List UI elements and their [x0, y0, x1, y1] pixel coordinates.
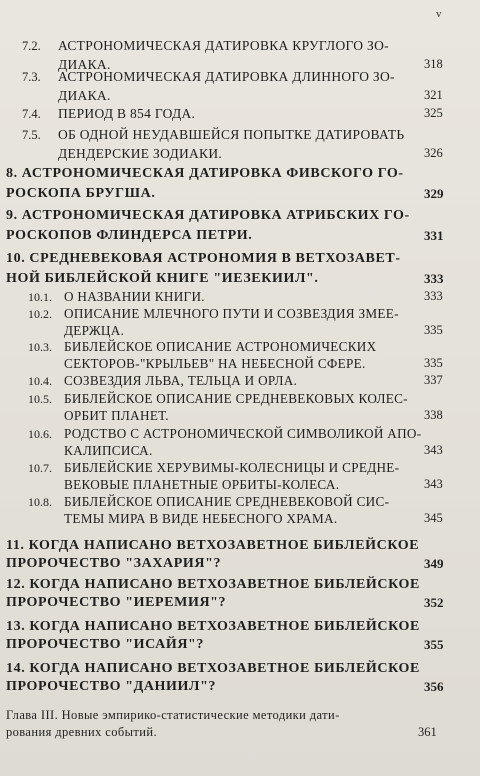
toc-chapter-title-line1: 14. КОГДА НАПИСАНО ВЕТХОЗАВЕТНОЕ БИБЛЕЙСКОЕ: [6, 661, 420, 676]
toc-entry-number: 10.6.: [28, 427, 52, 441]
toc-entry-title-line1: БИБЛЕЙСКИЕ ХЕРУВИМЫ-КОЛЕСНИЦЫ И СРЕДНЕ-: [64, 460, 400, 475]
toc-entry-title-line1: РОДСТВО С АСТРОНОМИЧЕСКОЙ СИМВОЛИКОЙ АПО-: [64, 426, 422, 441]
toc-entry-number: 7.5.: [22, 128, 41, 142]
toc-entry-page: 343: [424, 477, 443, 491]
toc-chapter-title-line2: НОЙ БИБЛЕЙСКОЙ КНИГЕ "ИЕЗЕКИИЛ".: [6, 271, 319, 286]
toc-entry-page: 318: [424, 57, 443, 71]
toc-chapter-page: 329: [424, 186, 444, 201]
toc-entry-page: 343: [424, 443, 443, 457]
toc-entry-title-line1: АСТРОНОМИЧЕСКАЯ ДАТИРОВКА ДЛИННОГО ЗО-: [58, 69, 395, 84]
toc-chapter-title-line1: 10. СРЕДНЕВЕКОВАЯ АСТРОНОМИЯ В ВЕТХОЗАВЕТ-: [6, 251, 401, 266]
toc-entry-title-line2: СЕКТОРОВ-"КРЫЛЬЕВ" НА НЕБЕСНОЙ СФЕРЕ.: [64, 356, 366, 371]
toc-entry-title-line1: О НАЗВАНИИ КНИГИ.: [64, 289, 205, 304]
toc-entry-title-line2: ДЕРЖЦА.: [64, 323, 125, 338]
toc-entry-number: 10.5.: [28, 392, 52, 406]
page-folio: v: [436, 8, 442, 20]
toc-entry-title-line2: ОРБИТ ПЛАНЕТ.: [64, 408, 169, 423]
toc-chapter-title-line1: 13. КОГДА НАПИСАНО ВЕТХОЗАВЕТНОЕ БИБЛЕЙСКОЕ: [6, 619, 420, 634]
toc-entry-page: 321: [424, 88, 443, 102]
toc-chapter-page: 355: [424, 637, 444, 652]
toc-chapter-title-line1: 8. АСТРОНОМИЧЕСКАЯ ДАТИРОВКА ФИВСКОГО ГО-: [6, 166, 404, 181]
toc-entry-number: 7.3.: [22, 70, 41, 84]
toc-entry-number: 7.2.: [22, 39, 41, 53]
toc-chapter-title-line2: ПРОРОЧЕСТВО "ИЕРЕМИЯ"?: [6, 595, 227, 610]
toc-entry-page: 333: [424, 289, 443, 303]
toc-part-title-line2: рования древних событий.: [6, 725, 157, 739]
toc-chapter-page: 331: [424, 228, 444, 243]
toc-entry-title-line1: ОПИСАНИЕ МЛЕЧНОГО ПУТИ И СОЗВЕЗДИЯ ЗМЕЕ-: [64, 306, 399, 321]
toc-entry-title-line1: АСТРОНОМИЧЕСКАЯ ДАТИРОВКА КРУГЛОГО ЗО-: [58, 38, 389, 53]
toc-entry-title-line1: БИБЛЕЙСКОЕ ОПИСАНИЕ СРЕДНЕВЕКОВЫХ КОЛЕС-: [64, 391, 408, 406]
toc-entry-title-line2: ТЕМЫ МИРА В ВИДЕ НЕБЕСНОГО ХРАМА.: [64, 511, 338, 526]
toc-chapter-title-line1: 9. АСТРОНОМИЧЕСКАЯ ДАТИРОВКА АТРИБСКИХ ГО-: [6, 208, 410, 223]
toc-entry-number: 7.4.: [22, 107, 41, 121]
toc-entry-title-line1: СОЗВЕЗДИЯ ЛЬВА, ТЕЛЬЦА И ОРЛА.: [64, 373, 298, 388]
toc-entry-number: 10.7.: [28, 461, 52, 475]
toc-chapter-page: 349: [424, 556, 444, 571]
toc-entry-title-line1: БИБЛЕЙСКОЕ ОПИСАНИЕ АСТРОНОМИЧЕСКИХ: [64, 339, 377, 354]
toc-chapter-title-line2: РОСКОПА БРУГША.: [6, 186, 156, 201]
toc-entry-page: 337: [424, 373, 443, 387]
toc-entry-title-line2: ДИАКА.: [58, 57, 111, 72]
toc-part-title-line1: Глава III. Новые эмпирико-статистические методики дати-: [6, 708, 340, 722]
toc-entry-number: 10.4.: [28, 374, 52, 388]
toc-entry-number: 10.1.: [28, 290, 52, 304]
toc-entry-page: 335: [424, 323, 443, 337]
toc-chapter-title-line1: 12. КОГДА НАПИСАНО ВЕТХОЗАВЕТНОЕ БИБЛЕЙСКОЕ: [6, 577, 420, 592]
toc-chapter-title-line2: РОСКОПОВ ФЛИНДЕРСА ПЕТРИ.: [6, 228, 253, 243]
toc-entry-page: 338: [424, 408, 443, 422]
toc-entry-page: 326: [424, 146, 443, 160]
toc-entry-title-line1: ОБ ОДНОЙ НЕУДАВШЕЙСЯ ПОПЫТКЕ ДАТИРОВАТЬ: [58, 127, 405, 142]
toc-entry-page: 325: [424, 106, 443, 120]
toc-entry-number: 10.3.: [28, 340, 52, 354]
toc-entry-number: 10.8.: [28, 495, 52, 509]
toc-entry-title-line2: ДЕНДЕРСКИЕ ЗОДИАКИ.: [58, 146, 223, 161]
toc-chapter-page: 333: [424, 271, 444, 286]
toc-chapter-page: 352: [424, 595, 444, 610]
toc-chapter-title-line1: 11. КОГДА НАПИСАНО ВЕТХОЗАВЕТНОЕ БИБЛЕЙСКОЕ: [6, 538, 420, 553]
toc-part-page: 361: [418, 725, 437, 739]
toc-entry-page: 345: [424, 511, 443, 525]
toc-chapter-title-line2: ПРОРОЧЕСТВО "ДАНИИЛ"?: [6, 679, 217, 694]
toc-chapter-page: 356: [424, 679, 444, 694]
toc-entry-title-line2: КАЛИПСИСА.: [64, 443, 153, 458]
toc-entry-page: 335: [424, 356, 443, 370]
toc-entry-title-line1: БИБЛЕЙСКОЕ ОПИСАНИЕ СРЕДНЕВЕКОВОЙ СИС-: [64, 494, 390, 509]
toc-entry-title-line2: ВЕКОВЫЕ ПЛАНЕТНЫЕ ОРБИТЫ-КОЛЕСА.: [64, 477, 340, 492]
toc-entry-title-line2: ДИАКА.: [58, 88, 111, 103]
toc-chapter-title-line2: ПРОРОЧЕСТВО "ЗАХАРИЯ"?: [6, 556, 222, 571]
toc-entry-number: 10.2.: [28, 307, 52, 321]
toc-entry-title-line1: ПЕРИОД В 854 ГОДА.: [58, 106, 196, 121]
toc-chapter-title-line2: ПРОРОЧЕСТВО "ИСАЙЯ"?: [6, 637, 205, 652]
